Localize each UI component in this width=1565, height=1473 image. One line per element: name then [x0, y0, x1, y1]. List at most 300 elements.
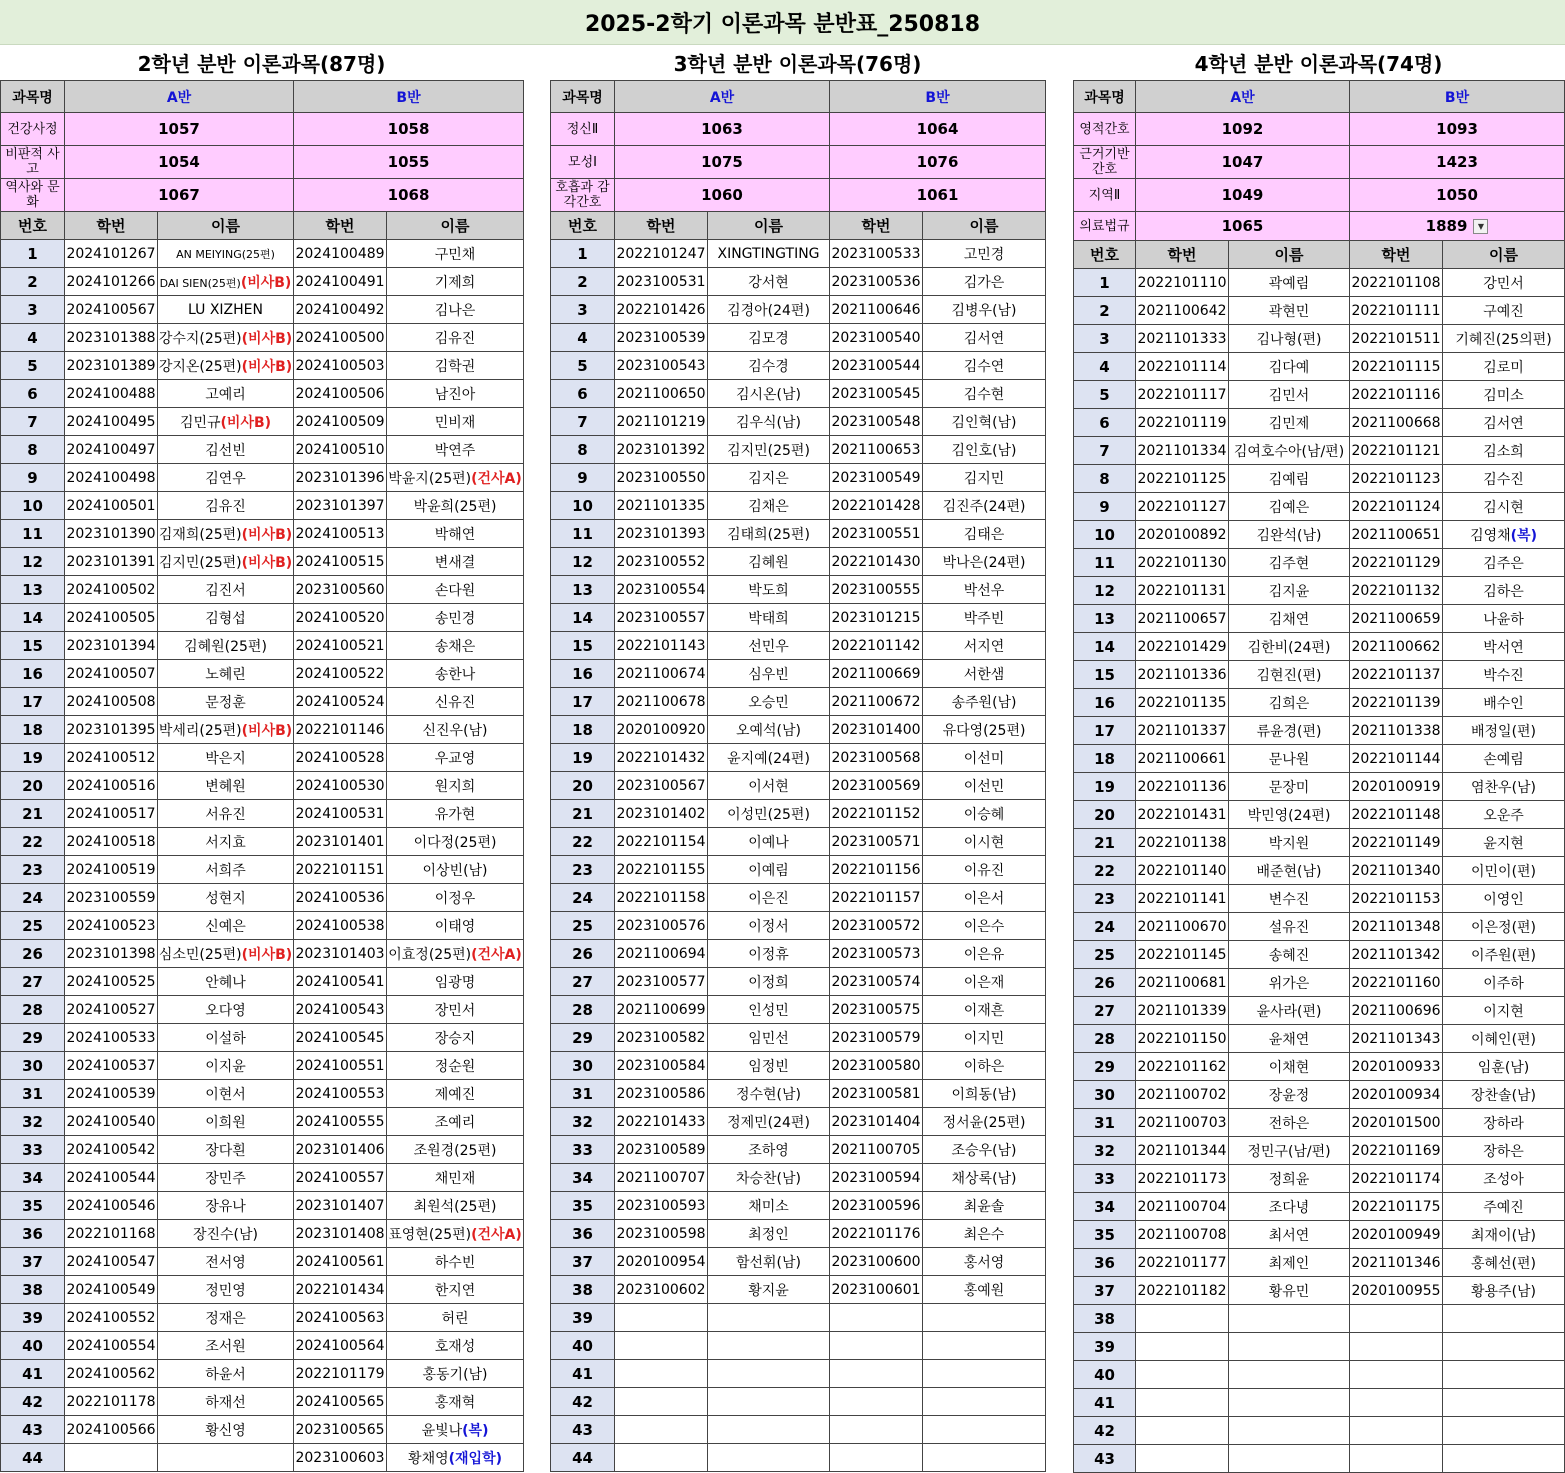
- student-id-b: [294, 1416, 387, 1444]
- student-name-b: [387, 996, 524, 1024]
- grade3-table: [550, 80, 1046, 1472]
- student-name-text: 이은서: [963, 890, 1005, 907]
- table-row: [1, 660, 524, 688]
- student-name-text: 기제희: [434, 274, 476, 291]
- student-id-text: 2021100670: [1137, 918, 1227, 935]
- student-id-text: 2024100497: [66, 441, 156, 458]
- table-row: [1, 968, 524, 996]
- student-name-a: [1229, 1137, 1350, 1165]
- row-number: [1074, 493, 1136, 521]
- filter-dropdown-icon[interactable]: ▼: [1473, 219, 1488, 234]
- row-number-text: 2: [577, 272, 588, 291]
- student-name-text: 문나원: [1268, 751, 1310, 768]
- student-name-text: 이민이(편): [1471, 863, 1537, 880]
- student-name-a: [158, 604, 294, 632]
- student-id-a: [1136, 969, 1229, 997]
- student-id-b: [830, 1164, 923, 1192]
- row-number: [1074, 1081, 1136, 1109]
- row-number: [1074, 997, 1136, 1025]
- student-name-b: [1443, 857, 1565, 885]
- student-name-a: [158, 1304, 294, 1332]
- student-name-a: [1229, 549, 1350, 577]
- student-name-a: [158, 1332, 294, 1360]
- table-row: [1, 1276, 524, 1304]
- student-name-text: 김병우(남): [951, 302, 1017, 319]
- student-name-a: [1229, 717, 1350, 745]
- row-number: [1074, 1305, 1136, 1333]
- student-id-a: [1136, 857, 1229, 885]
- student-name-text: 윤빛나: [421, 1422, 463, 1439]
- student-name-text: 김태희(25편): [727, 526, 810, 543]
- student-name-b: [387, 912, 524, 940]
- student-id-b: [294, 1080, 387, 1108]
- row-number-text: 40: [572, 1336, 593, 1355]
- student-name-text: 박선우: [963, 582, 1005, 599]
- student-name-text: 박수진: [1483, 667, 1524, 684]
- student-name-a: [158, 576, 294, 604]
- student-id-text: 2024100553: [295, 1085, 385, 1102]
- student-name-text: 이태영: [434, 918, 476, 935]
- student-name-a: [158, 1416, 294, 1444]
- student-id-text: 2024100492: [295, 301, 385, 318]
- student-id-b: [830, 548, 923, 576]
- student-name-a: [158, 520, 294, 548]
- row-number: [1074, 409, 1136, 437]
- id-header: 학번: [294, 212, 387, 240]
- student-id-b: [294, 380, 387, 408]
- table-row: [1, 408, 524, 436]
- student-id-b: [294, 1388, 387, 1416]
- table-row: [551, 800, 1046, 828]
- student-id-b: [294, 520, 387, 548]
- row-number: [1, 800, 65, 828]
- student-name-b: [923, 576, 1046, 604]
- student-id-text: 2022101175: [1351, 1198, 1441, 1215]
- student-name-text: 김미소: [1483, 387, 1524, 404]
- student-id-b: [830, 1388, 923, 1416]
- table-row: [1, 1080, 524, 1108]
- table-row: [1, 632, 524, 660]
- course-name: 호흡과 감각간호: [551, 179, 615, 212]
- row-number: [1074, 1221, 1136, 1249]
- student-id-a: [615, 576, 708, 604]
- student-name-b: [1443, 829, 1565, 857]
- student-name-text: 문장미: [1268, 779, 1310, 796]
- student-name-a: [158, 688, 294, 716]
- row-number-text: 12: [22, 552, 43, 571]
- student-id-text: 2022101432: [616, 749, 706, 766]
- student-id-text: 2022101428: [831, 497, 921, 514]
- student-id-text: 2023100582: [616, 1029, 706, 1046]
- student-id-text: 2023100580: [831, 1057, 921, 1074]
- student-id-text: 2024100503: [295, 357, 385, 374]
- student-id-text: 2022101146: [295, 721, 385, 738]
- row-number: [1074, 1445, 1136, 1473]
- student-name-text: 구민채: [434, 246, 476, 263]
- row-number-text: 44: [22, 1448, 43, 1467]
- row-number: [1, 1416, 65, 1444]
- class-tag: (비사B): [241, 358, 293, 375]
- student-name-b: [923, 268, 1046, 296]
- student-id-text: 2023100559: [66, 889, 156, 906]
- student-name-a: [158, 1108, 294, 1136]
- row-number-text: 22: [572, 832, 593, 851]
- student-id-text: 2024100500: [295, 329, 385, 346]
- table-row: [551, 716, 1046, 744]
- student-id-a: [65, 1416, 158, 1444]
- class-tag: (건사A): [471, 1226, 522, 1243]
- student-name-b: [387, 1108, 524, 1136]
- row-number: [551, 576, 615, 604]
- student-id-b: [294, 1052, 387, 1080]
- student-id-b: [1350, 1193, 1443, 1221]
- row-number-text: 24: [1094, 917, 1115, 936]
- student-name-b: [387, 436, 524, 464]
- student-id-text: 2023100544: [831, 357, 921, 374]
- table-row: [551, 408, 1046, 436]
- student-id-a: [615, 1080, 708, 1108]
- student-name-text: 황지윤: [748, 1282, 789, 1299]
- student-name-text: 최윤솔: [963, 1198, 1005, 1215]
- student-name-text: 박지원: [1268, 835, 1310, 852]
- student-id-b: [294, 604, 387, 632]
- student-id-b: [294, 1332, 387, 1360]
- student-id-text: 2024100498: [66, 469, 156, 486]
- student-id-text: 2022101136: [1137, 778, 1227, 795]
- student-id-a: [1136, 941, 1229, 969]
- row-number-text: 25: [572, 916, 593, 935]
- student-name-b: [387, 1388, 524, 1416]
- student-id-text: 2022101151: [295, 861, 385, 878]
- row-number-text: 22: [22, 832, 43, 851]
- student-id-text: 2022101152: [831, 805, 921, 822]
- student-id-a: [65, 1164, 158, 1192]
- student-name-b: [1443, 409, 1565, 437]
- row-number-text: 40: [22, 1336, 43, 1355]
- course-code-b-filter[interactable]: [1350, 212, 1565, 241]
- row-number: [1, 464, 65, 492]
- row-number: [551, 1080, 615, 1108]
- student-id-a: [615, 1136, 708, 1164]
- section-grade2: [0, 44, 523, 1472]
- student-id-a: [1136, 1389, 1229, 1417]
- row-number: [551, 1304, 615, 1332]
- course-code-a: 1047: [1136, 146, 1350, 179]
- student-id-a: [65, 268, 158, 296]
- student-id-b: [294, 548, 387, 576]
- student-name-text: 김영채: [1470, 527, 1511, 544]
- student-name-text: 유가현: [434, 806, 476, 823]
- row-number: [1, 744, 65, 772]
- class-tag: (비사B): [241, 554, 293, 571]
- student-id-text: 2022101150: [1137, 1030, 1227, 1047]
- student-name-text: 오예석(남): [735, 722, 802, 739]
- row-number-text: 30: [572, 1056, 593, 1075]
- student-name-a: [158, 716, 294, 744]
- student-name-a: [158, 1360, 294, 1388]
- section-title: 2학년 분반 이론과목(87명): [137, 51, 386, 76]
- student-name-text: 인성민: [748, 1002, 789, 1019]
- student-name-b: [1443, 689, 1565, 717]
- row-number: [551, 1444, 615, 1472]
- student-name-a: [708, 1388, 830, 1416]
- student-name-a: [708, 240, 830, 268]
- student-name-b: [387, 772, 524, 800]
- student-name-text: 조승우(남): [951, 1142, 1017, 1159]
- grade2-table: [0, 80, 524, 1472]
- student-id-a: [65, 1276, 158, 1304]
- course-code-a: 1057: [65, 113, 294, 146]
- table-row: [1074, 717, 1565, 745]
- student-name-a: [1229, 1193, 1350, 1221]
- student-name-text: 김가은: [963, 274, 1005, 291]
- student-name-a: [158, 1248, 294, 1276]
- row-number-text: 21: [22, 804, 43, 823]
- student-name-text: 제예진: [434, 1086, 476, 1103]
- student-name-text: 임정빈: [748, 1058, 789, 1075]
- student-id-text: 2021101336: [1137, 666, 1227, 683]
- row-number-text: 19: [22, 748, 43, 767]
- student-id-b: [830, 1220, 923, 1248]
- student-id-b: [1350, 1417, 1443, 1445]
- student-name-text: 김재희(25편): [158, 526, 242, 543]
- student-name-text: 김로미: [1483, 359, 1524, 376]
- student-id-b: [1350, 353, 1443, 381]
- student-id-text: 2021100659: [1351, 610, 1441, 627]
- student-name-text: 서한샘: [963, 666, 1005, 683]
- student-id-text: 2023100550: [616, 469, 706, 486]
- row-number: [551, 1136, 615, 1164]
- row-number-text: 17: [22, 692, 43, 711]
- row-number: [1074, 857, 1136, 885]
- table-row: [1, 1248, 524, 1276]
- student-id-text: 2020100949: [1351, 1226, 1441, 1243]
- student-name-a: [1229, 409, 1350, 437]
- student-name-a: [1229, 1445, 1350, 1473]
- table-row: [1, 800, 524, 828]
- student-name-text: 김수연: [963, 358, 1005, 375]
- class-tag: (비사B): [241, 722, 293, 739]
- student-name-a: [158, 1024, 294, 1052]
- row-number-text: 27: [22, 972, 43, 991]
- student-id-a: [615, 1444, 708, 1472]
- student-id-b: [1350, 1109, 1443, 1137]
- row-number: [1, 380, 65, 408]
- row-number-text: 10: [1094, 525, 1115, 544]
- student-name-text: 황채영: [408, 1450, 449, 1467]
- table-row: [1, 1304, 524, 1332]
- student-name-text: 김민제: [1268, 415, 1310, 432]
- student-name-text: 조서원: [205, 1338, 246, 1355]
- student-id-b: [294, 744, 387, 772]
- student-id-b: [1350, 325, 1443, 353]
- student-name-text: 김지민(25편): [727, 442, 810, 459]
- row-number: [1074, 1333, 1136, 1361]
- row-number: [551, 912, 615, 940]
- row-number: [1, 436, 65, 464]
- student-name-b: [1443, 773, 1565, 801]
- student-name-text: 서유진: [205, 806, 246, 823]
- student-name-text: 조다녕: [1268, 1199, 1310, 1216]
- student-id-a: [65, 1108, 158, 1136]
- table-row: [551, 912, 1046, 940]
- student-name-a: [158, 240, 294, 268]
- student-id-b: [294, 968, 387, 996]
- student-name-a: [708, 772, 830, 800]
- student-id-b: [830, 1024, 923, 1052]
- student-name-a: [1229, 297, 1350, 325]
- student-name-b: [923, 1388, 1046, 1416]
- student-name-b: [387, 1220, 524, 1248]
- row-number: [551, 688, 615, 716]
- student-id-text: 2024100525: [66, 973, 156, 990]
- student-name-b: [923, 1052, 1046, 1080]
- student-id-text: 2022101154: [616, 833, 706, 850]
- student-name-text: 윤사라(편): [1256, 1003, 1322, 1020]
- student-name-b: [923, 1304, 1046, 1332]
- row-number: [551, 660, 615, 688]
- row-number: [1, 240, 65, 268]
- student-name-text: 손예림: [1483, 751, 1524, 768]
- row-number-text: 43: [22, 1420, 43, 1439]
- row-number-text: 23: [1094, 889, 1115, 908]
- student-id-text: 2024100519: [66, 861, 156, 878]
- student-name-b: [387, 940, 524, 968]
- student-id-text: 2024100531: [295, 805, 385, 822]
- student-name-a: [708, 604, 830, 632]
- table-row: [551, 324, 1046, 352]
- student-name-text: 이상빈(남): [422, 862, 488, 879]
- student-id-a: [1136, 521, 1229, 549]
- row-number: [1074, 1109, 1136, 1137]
- student-id-text: 2022101123: [1351, 470, 1441, 487]
- row-number: [551, 968, 615, 996]
- student-name-text: 김하은: [1483, 583, 1524, 600]
- student-id-text: 2024100544: [66, 1169, 156, 1186]
- course-code-a: 1060: [615, 179, 830, 212]
- id-header: 학번: [615, 212, 708, 240]
- student-id-text: 2024100557: [295, 1169, 385, 1186]
- student-name-a: [1229, 1417, 1350, 1445]
- student-name-b: [923, 324, 1046, 352]
- student-id-text: 2024100533: [66, 1029, 156, 1046]
- student-name-text: 박연주: [434, 442, 476, 459]
- student-name-text: 김태은: [963, 526, 1005, 543]
- student-name-b: [1443, 1445, 1565, 1473]
- student-id-b: [830, 1332, 923, 1360]
- student-id-text: 2022101145: [1137, 946, 1227, 963]
- table-row: [1074, 1445, 1565, 1473]
- student-id-text: 2022101110: [1137, 274, 1227, 291]
- student-id-text: 2023101407: [295, 1197, 385, 1214]
- student-id-b: [1350, 801, 1443, 829]
- student-name-b: [923, 520, 1046, 548]
- row-number-text: 3: [1099, 329, 1110, 348]
- student-name-a: [1229, 1165, 1350, 1193]
- row-number: [1, 1444, 65, 1472]
- student-id-text: 2024100527: [66, 1001, 156, 1018]
- class-tag: (비사B): [241, 946, 293, 963]
- student-id-a: [615, 856, 708, 884]
- student-name-text: 변새결: [434, 554, 476, 571]
- student-id-text: 2023100572: [831, 917, 921, 934]
- student-id-text: 2023101398: [66, 945, 156, 962]
- student-id-a: [1136, 633, 1229, 661]
- row-number: [1, 1052, 65, 1080]
- student-id-b: [294, 576, 387, 604]
- student-id-b: [1350, 885, 1443, 913]
- row-number-text: 38: [1094, 1309, 1115, 1328]
- student-id-b: [830, 912, 923, 940]
- student-id-text: 2023100589: [616, 1141, 706, 1158]
- student-name-text: 정민영: [205, 1282, 246, 1299]
- student-id-a: [1136, 745, 1229, 773]
- student-name-text: 김진주(24편): [942, 498, 1026, 515]
- student-id-b: [1350, 1305, 1443, 1333]
- sheet-title: 2025-2학기 이론과목 분반표_250818: [0, 0, 1565, 45]
- student-name-a: [158, 296, 294, 324]
- student-name-a: [158, 1388, 294, 1416]
- student-name-b: [923, 1080, 1046, 1108]
- row-number: [1074, 269, 1136, 297]
- student-name-a: [1229, 1081, 1350, 1109]
- table-row: [551, 744, 1046, 772]
- student-name-a: [708, 1416, 830, 1444]
- student-name-text: 김시온(남): [735, 386, 802, 403]
- student-id-text: 2024100501: [66, 497, 156, 514]
- student-id-text: 2022101137: [1351, 666, 1441, 683]
- student-name-a: [1229, 1361, 1350, 1389]
- student-name-text: 김모경: [748, 330, 789, 347]
- student-id-text: 2024100554: [66, 1337, 156, 1354]
- student-id-a: [615, 1360, 708, 1388]
- student-id-text: 2021100704: [1137, 1198, 1227, 1215]
- student-name-text: 이은재: [963, 974, 1005, 991]
- student-id-text: 2023101400: [831, 721, 921, 738]
- row-number: [1, 940, 65, 968]
- row-number: [551, 1388, 615, 1416]
- student-id-text: 2023100575: [831, 1001, 921, 1018]
- row-number: [1, 716, 65, 744]
- row-number-text: 13: [1094, 609, 1115, 628]
- student-name-b: [923, 296, 1046, 324]
- student-id-text: 2021100662: [1351, 638, 1441, 655]
- student-id-text: 2021101334: [1137, 442, 1227, 459]
- student-id-a: [1136, 325, 1229, 353]
- student-id-b: [294, 996, 387, 1024]
- student-name-text: 김민규: [179, 414, 221, 431]
- student-name-text: 황신영: [205, 1422, 246, 1439]
- student-id-text: 2021100650: [616, 385, 706, 402]
- student-id-b: [830, 1192, 923, 1220]
- student-id-text: 2024100552: [66, 1309, 156, 1326]
- row-number: [1, 1080, 65, 1108]
- student-id-text: 2022101158: [616, 889, 706, 906]
- course-name: 지역Ⅱ: [1074, 179, 1136, 212]
- table-row: [551, 1164, 1046, 1192]
- student-id-text: 2023100594: [831, 1169, 921, 1186]
- student-name-text: 김유진: [434, 330, 476, 347]
- student-id-b: [830, 1276, 923, 1304]
- row-number-text: 21: [572, 804, 593, 823]
- student-id-text: 2023100551: [831, 525, 921, 542]
- student-id-text: 2023100593: [616, 1197, 706, 1214]
- table-row: [1, 1192, 524, 1220]
- row-number-text: 3: [27, 300, 38, 319]
- row-number-text: 15: [22, 636, 43, 655]
- student-name-text: 이다정(25편): [413, 834, 497, 851]
- student-name-b: [387, 632, 524, 660]
